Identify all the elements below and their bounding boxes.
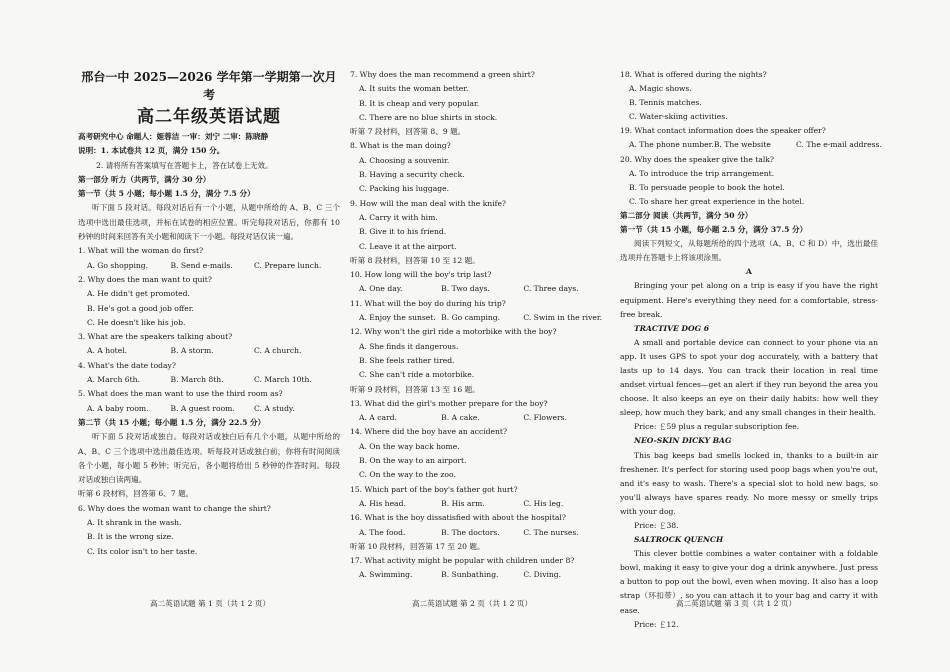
option: C. Water-skiing activities. bbox=[629, 112, 728, 122]
option: A. She finds it dangerous. bbox=[359, 341, 459, 351]
option: B. A guest room. bbox=[170, 403, 235, 413]
option: C. A church. bbox=[253, 346, 302, 356]
question-16-options bbox=[350, 526, 608, 540]
material-6-note: 听第 6 段材料，回答第 6、7 题。 bbox=[78, 489, 194, 499]
option: A. Enjoy the sunset. bbox=[359, 313, 436, 323]
material-9-note: 听第 9 段材料，回答第 13 至 16 题。 bbox=[350, 384, 480, 394]
option: B. Sunbathing. bbox=[441, 570, 499, 580]
option: A. Choosing a souvenir. bbox=[359, 155, 450, 165]
option: B. It is cheap and very popular. bbox=[359, 98, 480, 108]
page-2-column bbox=[350, 68, 608, 583]
option: A. A hotel. bbox=[87, 346, 128, 356]
reading-instructions: 阅读下列短文，从每题所给的四个选项（A、B、C 和 D）中，选出最佳选项并在答题卡上将该项涂黑。 bbox=[620, 239, 878, 263]
staff-line: 高考研究中心 命题人：姬蓉洁 一审：刘宁 二审：陈晓静 bbox=[78, 132, 269, 141]
product-3-name: SALTROCK QUENCH bbox=[634, 535, 724, 545]
option: B. Having a security check. bbox=[359, 170, 465, 180]
option: B. The doctors. bbox=[441, 527, 500, 537]
option: B. Send e-mails. bbox=[170, 260, 233, 270]
option: A. To introduce the trip arrangement. bbox=[629, 168, 775, 178]
question-13-options bbox=[350, 411, 608, 425]
question-20: 20. Why does the speaker give the talk? bbox=[620, 154, 774, 164]
question-16: 16. What is the boy dissatisfied with about the hospital? bbox=[350, 513, 566, 523]
option: B. A cake. bbox=[441, 413, 480, 423]
option: A. A baby room. bbox=[87, 403, 149, 413]
option: B. March 8th. bbox=[170, 375, 224, 385]
question-1-options bbox=[78, 259, 340, 273]
question-2: 2. Why does the man want to quit? bbox=[78, 274, 212, 284]
option: C. Flowers. bbox=[523, 413, 567, 423]
question-7: 7. Why does the man recommend a green shirt? bbox=[350, 70, 535, 79]
question-3-options bbox=[78, 344, 340, 358]
option: A. He didn't get promoted. bbox=[87, 289, 190, 299]
product-1-price: Price: ￡59 plus a regular subscription fee. bbox=[634, 422, 800, 432]
option: C. Prepare lunch. bbox=[253, 260, 322, 270]
option: C. She can't ride a motorbike. bbox=[359, 370, 475, 380]
page-3-column bbox=[620, 68, 882, 632]
material-10-note: 听第 10 段材料，回答第 17 至 20 题。 bbox=[350, 541, 485, 551]
question-10-options bbox=[350, 282, 608, 296]
material-8-note: 听第 8 段材料，回答第 10 至 12 题。 bbox=[350, 255, 480, 265]
product-2-price: Price: ￡38. bbox=[634, 521, 679, 530]
question-19: 19. What contact information does the speaker offer? bbox=[620, 126, 826, 136]
paper-title: 高二年级英语试题 bbox=[137, 107, 281, 127]
passage-intro: Bringing your pet along on a trip is easy if you have the right equipment. Here's everything they need for a comfortable, stress-free break. bbox=[620, 281, 878, 319]
option: B. He's got a good job offer. bbox=[87, 303, 194, 313]
option: A. On the way back home. bbox=[359, 441, 460, 451]
section-2-instructions: 听下面 5 段对话或独白。每段对话或独白后有几个小题，从题中所给的 A、B、C 三个选项中选出最佳选项。听每段对话或独白前，你将有时间阅读各个小题，每小题 5 秒钟；听完后，各小题将给出 5 秒钟的作答时间。每段对话或独白读两遍。 bbox=[78, 432, 340, 485]
option: C. He doesn't like his job. bbox=[87, 317, 186, 327]
option: C. The e-mail address. bbox=[796, 140, 882, 150]
option: C. Diving. bbox=[523, 570, 562, 580]
question-14: 14. Where did the boy have an accident? bbox=[350, 427, 508, 437]
product-1-name: TRACTIVE DOG 6 bbox=[634, 323, 710, 333]
question-4: 4. What's the date today? bbox=[78, 360, 176, 370]
question-17-options bbox=[350, 568, 608, 582]
option: C. His leg. bbox=[523, 498, 564, 508]
question-5: 5. What does the man want to use the third room as? bbox=[78, 389, 283, 399]
option: B. She feels rather tired. bbox=[359, 355, 455, 365]
page-3-footer: 高二英语试题 第 3 页（共 1 2 页） bbox=[676, 599, 797, 608]
product-3-price: Price: ￡12. bbox=[634, 619, 679, 629]
option: A. Swimming. bbox=[359, 570, 413, 580]
question-10: 10. How long will the boy's trip last? bbox=[350, 270, 492, 280]
question-17: 17. What activity might be popular with children under 8? bbox=[350, 556, 575, 566]
section-1-instructions: 听下面 5 段对话。每段对话后有一个小题，从题中所给的 A、B、C 三个选项中选出最佳选项，并标在试卷的相应位置。听完每段对话后，你都有 10 秒钟的时间来回答有关小题和阅读下一小题。每段对话仅读一遍。 bbox=[78, 203, 340, 242]
option: B. Give it to his friend. bbox=[359, 227, 447, 237]
option: B. It is the wrong size. bbox=[87, 532, 174, 542]
option: A. His head. bbox=[359, 498, 406, 508]
option: A. Carry it with him. bbox=[359, 212, 438, 222]
section-1-heading: 第一节（共 5 小题；每小题 1.5 分，满分 7.5 分） bbox=[78, 189, 255, 199]
question-15: 15. Which part of the boy's father got hurt? bbox=[350, 484, 518, 494]
question-19-options bbox=[620, 138, 882, 152]
material-7-note: 听第 7 段材料，回答第 8、9 题。 bbox=[350, 127, 466, 137]
product-1-text: A small and portable device can connect to your phone via an app. It uses GPS to spot your dog accurately, with a battery that lasts up to 14 days. You can track their location in real time andset virtual fences—get an alert if they run beyond the area you choose. It also keeps an eye on their daily habits: how well they sleep, how much they bark, and any small changes in their health. bbox=[620, 337, 878, 418]
option: A. One day. bbox=[359, 284, 403, 294]
product-2-text: This bag keeps bad smells locked in, thanks to a built-in air freshener. It's perfect for storing used poop bags when you're out, and it's easy to wash. There's a special slot to hold new bags, so you'll always have spares ready. No more messy or smelly trips with your dog. bbox=[620, 450, 878, 516]
part-1-heading: 第一部分 听力（共两节，满分 30 分） bbox=[78, 174, 211, 184]
option: A. A card. bbox=[359, 413, 397, 423]
option: B. To persuade people to book the hotel. bbox=[629, 182, 785, 192]
section-2-heading: 第二节（共 15 小题；每小题 1.5 分，满分 22.5 分） bbox=[78, 417, 266, 427]
product-2-name: NEO-SKIN DICKY BAG bbox=[634, 436, 732, 446]
question-11-options bbox=[350, 311, 608, 325]
reading-section-1-heading: 第一节（共 15 小题，每小题 2.5 分，满分 37.5 分） bbox=[620, 225, 808, 235]
question-9: 9. How will the man deal with the knife? bbox=[350, 198, 507, 208]
option: C. There are no blue shirts in stock. bbox=[359, 112, 498, 122]
option: C. To share her great experience in the hotel. bbox=[629, 196, 805, 206]
passage-label: A bbox=[746, 267, 752, 277]
option: C. A study. bbox=[253, 403, 295, 413]
page-1-column bbox=[78, 60, 340, 559]
option: A. The phone number. bbox=[629, 140, 714, 150]
option: A. It suits the woman better. bbox=[359, 84, 469, 94]
question-4-options bbox=[78, 373, 340, 387]
school-title: 邢台一中 2025—2026 学年第一学期第一次月考 bbox=[81, 70, 337, 102]
option: B. Go camping. bbox=[441, 313, 501, 323]
question-12: 12. Why won't the girl ride a motorbike with the boy? bbox=[350, 327, 557, 337]
question-5-options bbox=[78, 402, 340, 416]
option: C. Its color isn't to her taste. bbox=[87, 546, 198, 556]
option: B. Tennis matches. bbox=[629, 98, 702, 108]
part-2-heading: 第二部分 阅读（共两节，满分 50 分） bbox=[620, 210, 753, 220]
option: A. It shrank in the wash. bbox=[87, 518, 182, 528]
note-1: 说明：1. 本试卷共 12 页，满分 150 分。 bbox=[78, 146, 225, 156]
option: A. Go shopping. bbox=[87, 260, 149, 270]
option: C. Leave it at the airport. bbox=[359, 241, 457, 251]
question-18: 18. What is offered during the nights? bbox=[620, 70, 767, 79]
question-6: 6. Why does the woman want to change the shirt? bbox=[78, 503, 271, 513]
option: B. A storm. bbox=[170, 346, 214, 356]
question-15-options bbox=[350, 497, 608, 511]
option: A. March 6th. bbox=[87, 375, 140, 385]
product-3-text: This clever bottle combines a water container with a foldable bowl, making it easy to give your dog a drink anywhere. Just press a button to pop out the bowl, even when moving. It also has a loop strap（环扣带）, so you can attach it to your bag and carry it with ease. bbox=[620, 549, 878, 615]
question-13: 13. What did the girl's mother prepare for the boy? bbox=[350, 398, 548, 408]
option: B. The website bbox=[713, 140, 771, 150]
question-11: 11. What will the boy do during his trip? bbox=[350, 298, 506, 308]
option: C. March 10th. bbox=[253, 375, 312, 385]
page-1-footer: 高二英语试题 第 1 页（共 1 2 页） bbox=[150, 599, 271, 608]
option: A. Magic shows. bbox=[629, 84, 692, 94]
option: C. The nurses. bbox=[523, 527, 579, 537]
question-8: 8. What is the man doing? bbox=[350, 141, 451, 151]
question-3: 3. What are the speakers talking about? bbox=[78, 332, 233, 342]
option: C. Packing his luggage. bbox=[359, 184, 450, 194]
option: B. His arm. bbox=[441, 498, 485, 508]
page-2-footer: 高二英语试题 第 2 页（共 1 2 页） bbox=[412, 599, 533, 608]
option: B. On the way to an airport. bbox=[359, 456, 467, 466]
option: C. On the way to the zoo. bbox=[359, 470, 456, 480]
option: C. Swim in the river. bbox=[523, 313, 603, 323]
option: B. Two days. bbox=[441, 284, 490, 294]
note-2: 2. 请将所有答案填写在答题卡上，答在试卷上无效。 bbox=[96, 160, 273, 170]
option: C. Three days. bbox=[523, 284, 579, 294]
option: A. The food. bbox=[359, 527, 406, 537]
question-1: 1. What will the woman do first? bbox=[78, 246, 204, 256]
